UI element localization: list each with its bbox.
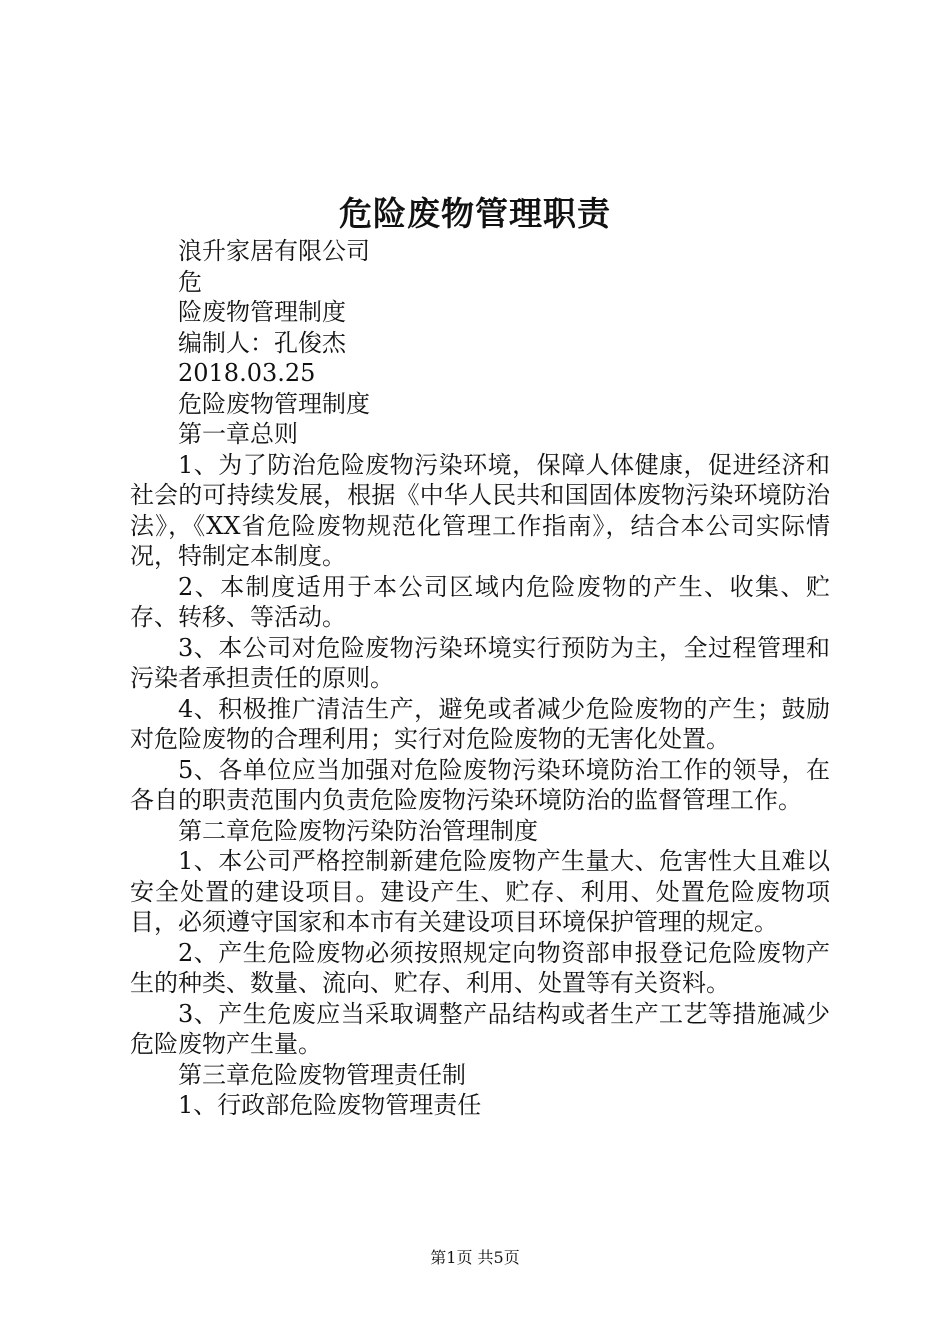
page-footer: 第1页 共5页 (430, 1248, 520, 1267)
doc-title-line-2: 险废物管理制度 (178, 298, 346, 326)
doc-title-line-1: 危 (178, 267, 202, 296)
chapter2-item: 2、产生危险废物必须按照规定向物资部申报登记危险废物产生的种类、数量、流向、贮存、利用、处置等有关资料。 (130, 938, 830, 997)
chapter3-title: 第三章危险废物管理责任制 (178, 1060, 466, 1089)
chapter3-item: 1、行政部危险废物管理责任 (178, 1091, 482, 1119)
company-name: 浪升家居有限公司 (178, 237, 370, 265)
chapter1-title: 第一章总则 (178, 420, 298, 448)
chapter2-title: 第二章危险废物污染防治管理制度 (178, 816, 538, 845)
document-body (130, 236, 830, 1121)
chapter1-item: 1、为了防治危险废物污染环境，保障人体健康，促进经济和社会的可持续发展，根据《中华人民共和国固体废物污染环境防治法》，《XX省危险废物规范化管理工作指南》，结合本公司实际情况，特制定本制度。 (130, 450, 830, 570)
document-title: 危险废物管理职责 (339, 194, 611, 233)
author-line: 编制人：孔俊杰 (178, 328, 346, 357)
chapter2-item: 3、产生危废应当采取调整产品结构或者生产工艺等措施减少危险废物产生量。 (130, 999, 830, 1058)
chapter1-item: 4、积极推广清洁生产，避免或者减少危险废物的产生；鼓励对危险废物的合理利用；实行对危险废物的无害化处置。 (130, 694, 830, 753)
chapter1-item: 3、本公司对危险废物污染环境实行预防为主，全过程管理和污染者承担责任的原则。 (130, 633, 830, 692)
date-line: 2018.03.25 (178, 359, 316, 387)
chapter1-item: 5、各单位应当加强对危险废物污染环境防治工作的领导，在各自的职责范围内负责危险废物污染环境防治的监督管理工作。 (130, 755, 830, 814)
system-title: 危险废物管理制度 (178, 389, 370, 418)
chapter2-item: 1、本公司严格控制新建危险废物产生量大、危害性大且难以安全处置的建设项目。建设产生、贮存、利用、处置危险废物项目，必须遵守国家和本市有关建设项目环境保护管理的规定。 (130, 847, 830, 936)
chapter1-item: 2、本制度适用于本公司区域内危险废物的产生、收集、贮存、转移、等活动。 (130, 572, 830, 631)
